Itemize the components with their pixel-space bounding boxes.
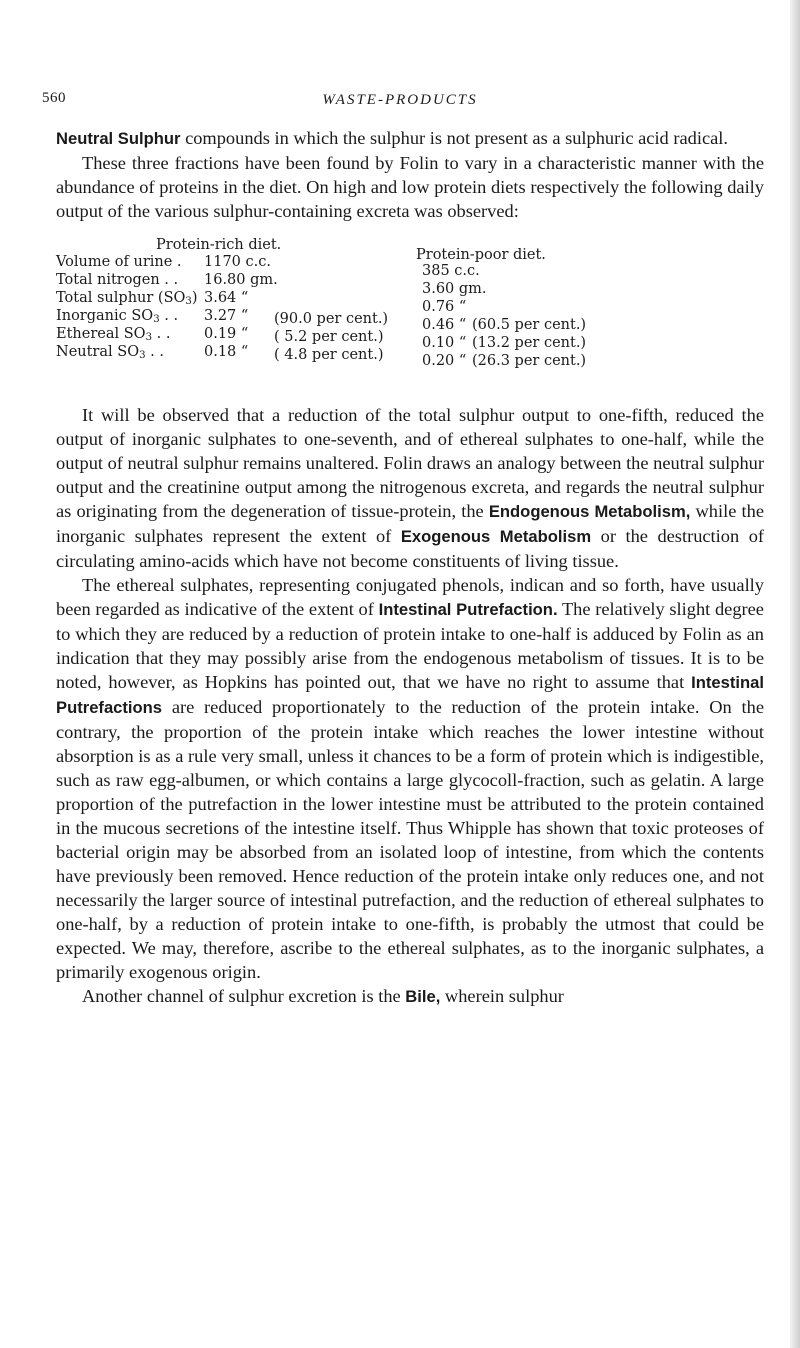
paragraph-bile: Another channel of sulphur excretion is the Bile, wherein sulphur xyxy=(82,986,564,1006)
rich-percent: (90.0 per cent.) xyxy=(274,311,389,327)
running-title: WASTE-PRODUCTS xyxy=(322,92,478,108)
row-label: Total nitrogen . . xyxy=(56,272,179,288)
diet-sulphur-table xyxy=(56,237,764,397)
term-endogenous-metabolism: Endogenous Metabolism, xyxy=(488,502,691,521)
row-label: Ethereal $SO_3$ . . xyxy=(56,326,171,343)
rich-percent: ( 5.2 per cent.) xyxy=(274,329,384,345)
poor-value: 0.46 “ xyxy=(422,317,467,333)
rich-value: 3.64 “ xyxy=(204,290,249,306)
page-edge-shadow xyxy=(790,0,800,1348)
intro-paragraph xyxy=(56,126,764,151)
term-exogenous-metabolism: Exogenous Metabolism xyxy=(400,527,592,546)
row-label: Volume of urine . xyxy=(56,254,182,270)
poor-percent: (60.5 per cent.) xyxy=(472,317,587,333)
term-intestinal-putrefaction: Intestinal Putrefaction. xyxy=(378,600,558,619)
poor-value: 3.60 gm. xyxy=(422,281,487,297)
poor-percent: (26.3 per cent.) xyxy=(472,353,587,369)
paragraph-ethereal: The ethereal sulphates, representing conjugated phenols, indican and so forth, have usually been regarded as indicative of the extent of Intestinal Putrefaction. The relatively slight degree to which they are reduced by a reduction of protein intake to one-half is adduced by Folin as an indication that they may possibly arise from the endogenous metabolism of tissues. It is to be noted, however, as Hopkins has pointed out, that we have no right to assume that Intestinal Putrefactions are reduced proportionately to the reduction of the protein intake. On the contrary, the proportion of the protein intake which reaches the lower intestine without absorption is as a rule very small, unless it chances to be a form of protein which is indigestible, such as raw egg-albumen, or which contains a large glycocoll-fraction, such as gelatin. A large proportion of the putrefaction in the lower intestine must be attributed to the protein contained in the mucous secretions of the intestine itself. Thus Whipple has shown that toxic proteoses of bacterial origin may be absorbed from an isolated loop of intestine, from which the contents have previously been removed. Hence reduction of the protein intake only reduces one, and not necessarily the larger source of intestinal putrefaction, and the reduction of ethereal sulphates to one-half, by a reduction of protein intake to one-fifth, is probably the utmost that could be expected. We may, therefore, ascribe to the ethereal sulphates, as to the inorganic sulphates, a primarily exogenous origin. xyxy=(56,575,764,982)
rich-value: 0.18 “ xyxy=(204,344,249,360)
rich-percent: ( 4.8 per cent.) xyxy=(274,347,384,363)
intro-text: compounds in which the sulphur is not present as a sulphuric acid radical. xyxy=(180,128,728,148)
paragraph-observed: It will be observed that a reduction of the total sulphur output to one-fifth, reduced the output of inorganic sulphates to one-seventh, and of ethereal sulphates to one-half, while the output of neutral sulphur remains unaltered. Folin draws an analogy between the neutral sulphur output and the creatinine output among the nitrogenous excreta, and regards the neutral sulphur as originating from the degeneration of tissue-protein, the Endogenous Metabolism, while the inorganic sulphates represent the extent of Exogenous Metabolism or the destruction of circulating amino-acids which have not become constituents of living tissue. xyxy=(56,405,765,571)
header-protein-rich: Protein-rich diet. xyxy=(156,237,282,253)
text-column xyxy=(56,126,764,1009)
poor-volume-value: 385 c.c. xyxy=(422,263,480,279)
poor-value: 0.10 “ xyxy=(422,335,467,351)
row-label: Inorganic $SO_3$ . . xyxy=(56,308,179,325)
row-label: Neutral $SO_3$ . . xyxy=(56,344,164,361)
term-intestinal-putrefactions: Intestinal Putrefactions xyxy=(56,673,764,717)
rich-value: 1170 c.c. xyxy=(204,254,271,270)
rich-value: 0.19 “ xyxy=(204,326,249,342)
paragraph-fractions: These three fractions have been found by Folin to vary in a characteristic manner with the abundance of proteins in the diet. On high and low protein diets respectively the following daily output of the various sulphur-containing excreta was observed: xyxy=(56,153,764,221)
row-label: Total sulphur $(SO_3)$ xyxy=(56,290,198,307)
poor-value: 0.76 “ xyxy=(422,299,467,315)
header-protein-poor: Protein-poor diet. xyxy=(416,247,546,263)
page-number: 560 xyxy=(42,90,66,106)
rich-value: 3.27 “ xyxy=(204,308,249,324)
rich-value: 16.80 gm. xyxy=(204,272,278,288)
term-bile: Bile, xyxy=(405,987,441,1006)
poor-value: 0.20 “ xyxy=(422,353,467,369)
term-neutral-sulphur: Neutral Sulphur xyxy=(56,129,181,148)
poor-percent: (13.2 per cent.) xyxy=(472,335,587,351)
